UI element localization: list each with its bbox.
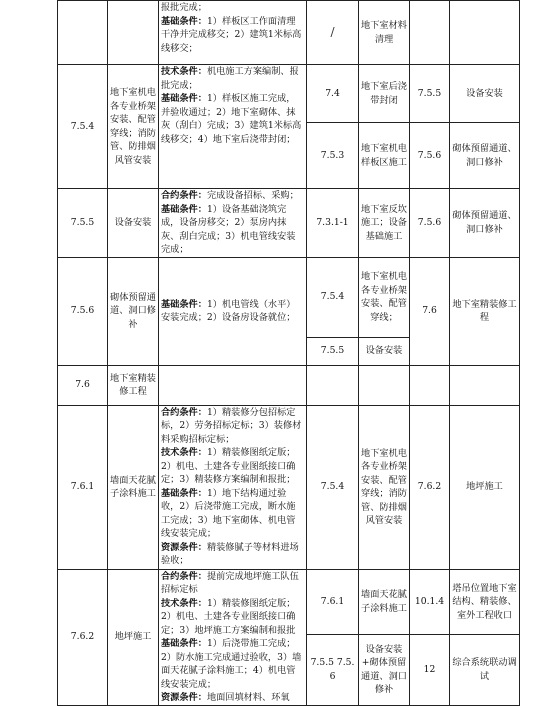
item-name: 地下室精装修工程: [108, 365, 159, 405]
item-code: 7.6: [58, 365, 108, 405]
item-conditions: [159, 569, 307, 705]
condition-key: 基础条件：: [161, 298, 207, 310]
condition-text: 1）精装修图纸定版；2）机电、土建各专业图纸接口确定；3）地坪施工方案编制和报批: [161, 597, 296, 636]
table-row: [58, 1, 520, 65]
item-code: 7.5.5: [58, 189, 108, 258]
condition-key: 合约条件：: [161, 190, 207, 201]
condition-text: 1）精装修分包招标定标，2）劳务招标定标；3）装修材料采购招标定标；: [161, 406, 302, 445]
successor-code: 12: [410, 635, 450, 705]
condition-text: 1）机电管线（水平）安装完成；2）设备房设备就位；: [161, 298, 296, 323]
condition-key: 技术条件：: [161, 597, 207, 609]
item-name: 地下室机电各专业桥架安装、配管穿线；消防管、防排烟风管安装: [108, 65, 159, 189]
item-name: 设备安装: [108, 189, 159, 258]
predecessor-code: 7.5.4: [307, 257, 359, 337]
item-code: 7.6.1: [58, 405, 108, 569]
condition-text: 地面回填材料、环氧: [206, 692, 290, 703]
predecessor-name: 墙面天花腻子涂料施工: [359, 569, 410, 635]
condition-key: 资源条件：: [161, 692, 207, 703]
item-conditions: [159, 65, 307, 189]
successor-code: 7.5.6: [410, 123, 450, 189]
condition-text: 提前完成地坪施工队伍招标定标: [161, 570, 299, 595]
predecessor-code: 7.6.1: [307, 569, 359, 635]
predecessor-name: 地下室后浇带封闭: [359, 65, 410, 123]
item-code: [58, 1, 108, 65]
item-conditions: [159, 189, 307, 258]
successor-name: 综合系统联动调试: [450, 635, 520, 705]
condition-key: 技术条件：: [161, 447, 207, 458]
successor-code: 7.6.2: [410, 405, 450, 569]
item-code: 7.5.4: [58, 65, 108, 189]
table-row: [58, 257, 520, 337]
predecessor-name: 地下室材料清理: [359, 1, 410, 65]
condition-key: 合约条件：: [161, 406, 207, 418]
successor-name: 地坪施工: [450, 405, 520, 569]
item-name: 砌体预留通道、洞口修补: [108, 257, 159, 365]
successor-name: 设备安装: [450, 65, 520, 123]
condition-text: 1）设备基础浇筑完成，设备房移交；2）泵房内抹灰、刮白完成；3）机电管线安装完成；: [161, 203, 296, 255]
predecessor-name: [359, 365, 410, 405]
condition-text: 1）地下结构通过验收，2）后浇带施工完成，断水施工完成；3）地下室砌体、机电管线安装完成；: [161, 487, 296, 539]
table-row: [58, 365, 520, 405]
condition-text: 1）样板区工作面清理干净并完成移交；2）建筑1米标高线移交；: [161, 15, 302, 54]
condition-key: 基础条件：: [161, 203, 207, 215]
predecessor-name: 设备安装: [359, 337, 410, 365]
condition-text: 1）样板区施工完成，并验收通过；2）地下室砌体、抹灰（刮白）完成；3）建筑1米标高线移交；4）地下室后浇带封闭；: [161, 93, 302, 145]
successor-code: 7.5.6: [410, 189, 450, 258]
condition-key: 基础条件：: [161, 93, 207, 104]
predecessor-name: 设备安装+砌体预留通道、洞口修补: [359, 635, 410, 705]
predecessor-name: 地下室机电各专业桥架安装、配管穿线；: [359, 257, 410, 337]
predecessor-code: 7.5.4: [307, 405, 359, 569]
condition-key: 合约条件：: [161, 570, 207, 582]
table-row: [58, 405, 520, 569]
predecessor-name: 地下室机电样板区施工: [359, 123, 410, 189]
table-row: [58, 569, 520, 635]
item-code: 7.5.6: [58, 257, 108, 365]
condition-key: 技术条件：: [161, 66, 207, 77]
condition-text: 完成设备招标、采购；: [206, 190, 299, 201]
condition-key: 基础条件：: [161, 487, 207, 499]
construction-schedule-table: [57, 0, 520, 706]
table-row: [58, 65, 520, 123]
item-name: 墙面天花腻子涂料施工: [108, 405, 159, 569]
successor-code: [410, 365, 450, 405]
successor-code: 10.1.4: [410, 569, 450, 635]
item-conditions: [159, 365, 307, 405]
successor-name: [450, 1, 520, 65]
item-conditions: [159, 1, 307, 65]
predecessor-code: 7.4: [307, 65, 359, 123]
condition-text: 1）精装修图纸定版；2）机电、土建各专业图纸接口确定；3）精装修方案编制和报批；: [161, 447, 296, 485]
table-row: [58, 189, 520, 258]
condition-key: 资源条件：: [161, 541, 207, 553]
successor-code: [410, 1, 450, 65]
predecessor-name: 地下室机电各专业桥架安装、配管穿线；消防管、防排烟风管安装: [359, 405, 410, 569]
condition-text: 机电施工方案编制、报批完成；: [161, 66, 299, 91]
item-name: [108, 1, 159, 65]
successor-name: 砌体预留通道、洞口修补: [450, 123, 520, 189]
successor-name: [450, 365, 520, 405]
successor-name: 塔吊位置地下室结构、精装修、室外工程收口: [450, 569, 520, 635]
item-conditions: [159, 405, 307, 569]
predecessor-code: 7.3.1-1: [307, 189, 359, 258]
successor-code: 7.5.5: [410, 65, 450, 123]
condition-key: 基础条件：: [161, 15, 207, 27]
successor-name: 砌体预留通道、洞口修补: [450, 189, 520, 258]
item-code: 7.6.2: [58, 569, 108, 705]
predecessor-code: 7.5.5: [307, 337, 359, 365]
condition-text: 精装修腻子等材料进场验收；: [161, 541, 299, 566]
condition-text: 报批完成；: [161, 2, 207, 13]
predecessor-code: 7.5.3: [307, 123, 359, 189]
predecessor-code: 7.5.5 7.5.6: [307, 635, 359, 705]
item-name: 地坪施工: [108, 569, 159, 705]
condition-text: 1）后浇带施工完成；2）防水施工完成通过验收，3）墙面天花腻子涂料施工；4）机电管线安装完成；: [161, 638, 302, 690]
predecessor-code: [307, 365, 359, 405]
predecessor-name: 地下室反坎施工；设备基础施工: [359, 189, 410, 258]
successor-name: 地下室精装修工程: [450, 257, 520, 365]
predecessor-code: /: [307, 1, 359, 65]
condition-key: 基础条件：: [161, 638, 207, 649]
successor-code: 7.6: [410, 257, 450, 365]
item-conditions: [159, 257, 307, 365]
